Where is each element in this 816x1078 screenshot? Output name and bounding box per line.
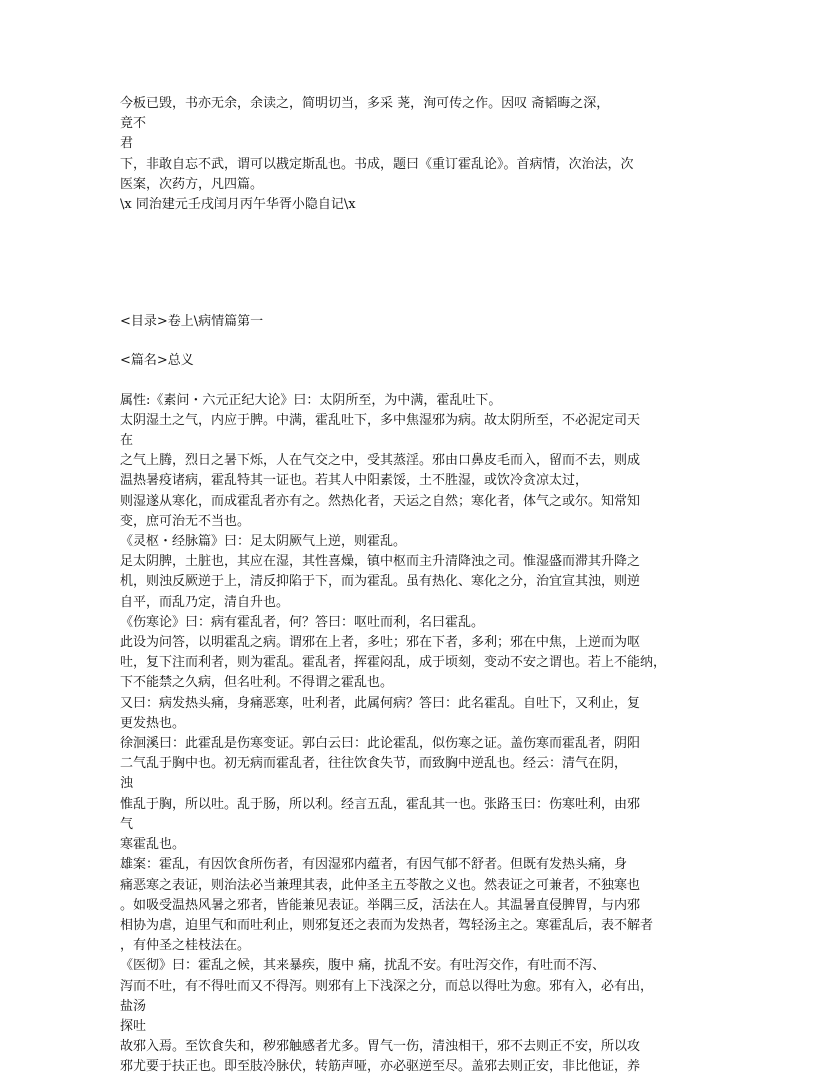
body-line: 足太阴脾，土脏也，其应在湿，其性喜燥，镇中枢而主升清降浊之司。惟湿盛而滞其升降之	[120, 554, 641, 570]
body-line: 惟乱于胸，所以吐。乱于肠，所以利。经言五乱，霍乱其一也。张路玉曰：伤寒吐利，由邪	[120, 796, 641, 812]
body-line: 寒霍乱也。	[120, 837, 186, 853]
body-line: 《灵枢・经脉篇》曰：足太阴厥气上逆，则霍乱。	[120, 534, 407, 550]
body-line: 二气乱于胸中也。初无病而霍乱者，往往饮食失节，而致胸中逆乱也。经云：清气在阴，	[120, 756, 628, 772]
body-line: 下不能禁之久病，但名吐利。不得谓之霍乱也。	[120, 675, 394, 691]
preface-line: 君	[120, 136, 134, 152]
section-heading: <篇名>总义	[120, 353, 194, 369]
body-line: 故邪入焉。至饮食失和，秽邪触感者尤多。胃气一伤，清浊相干，邪不去则正不安，所以攻	[120, 1039, 641, 1055]
body-line: 《伤寒论》曰：病有霍乱者，何？答曰：呕吐而利，名曰霍乱。	[120, 614, 485, 630]
body-line: 痛恶寒之表证，则治法必当兼理其表，此仲圣主五苓散之义也。然表证之可兼者，不独寒也	[120, 877, 641, 893]
body-line: 此设为问答，以明霍乱之病。谓邪在上者，多吐；邪在下者，多利；邪在中焦，上逆而为呕	[120, 635, 641, 651]
body-line: 邪尤要于扶正也。即至肢冷脉伏，转筋声哑，亦必驱逆至尽。盖邪去则正安，非比他证，养	[120, 1059, 641, 1075]
body-line: 。如吸受温热风暑之邪者，皆能兼见表证。举隅三反，活法在人。其温暑直侵脾胃，与内邪	[120, 897, 641, 913]
preface-signature: \x 同治建元壬戌闰月丙午华胥小隐自记\x	[120, 197, 356, 213]
body-line: ，有仲圣之桂枝法在。	[120, 938, 251, 954]
body-line: 变，庶可治无不当也。	[120, 513, 251, 529]
preface-line: 下，非敢自忘不武，谓可以戡定斯乱也。书成，题曰《重订霍乱论》。首病情，次治法，次	[120, 156, 634, 172]
body-line: 更发热也。	[120, 715, 186, 731]
body-line: 太阴湿土之气，内应于脾。中满，霍乱吐下，多中焦湿邪为病。故太阴所至，不必泥定司天	[120, 412, 641, 428]
document-page	[120, 94, 720, 1078]
body-line: 盐汤	[120, 998, 147, 1014]
body-line: 《医彻》曰：霍乱之候，其来暴疾，腹中 痛，扰乱不安。有吐泻交作，有吐而不泻、	[120, 958, 606, 974]
body-line: 温热暑疫诸病，霍乱特其一证也。若其人中阳素馁，土不胜湿，或饮冷贪凉太过，	[120, 473, 589, 489]
body-line: 雄案：霍乱，有因饮食所伤者，有因湿邪内蕴者，有因气郁不舒者。但既有发热头痛，身	[120, 857, 628, 873]
preface-block	[120, 94, 720, 215]
body-line: 自平，而乱乃定，清自升也。	[120, 594, 290, 610]
preface-line: 竟不	[120, 116, 147, 132]
body-line: 机，则浊反厥逆于上，清反抑陷于下，而为霍乱。虽有热化、寒化之分，治宜宣其浊，则逆	[120, 574, 641, 590]
body-line: 相协为虐，迫里气和而吐利止，则邪复还之表而为发热者，驾轻汤主之。寒霍乱后，表不解者	[120, 917, 654, 933]
body-line: 浊	[120, 776, 134, 792]
body-line: 属性:《素问・六元正纪大论》曰：太阴所至，为中满，霍乱吐下。	[120, 392, 502, 408]
body-line: 气	[120, 816, 134, 832]
body-line: 徐洄溪曰：此霍乱是伤寒变证。郭白云曰：此论霍乱，似伤寒之证。盖伤寒而霍乱者，阴阳	[120, 736, 641, 752]
body-line: 探吐	[120, 1018, 147, 1034]
body-line: 吐，复下注而利者，则为霍乱。霍乱者，挥霍闷乱，成于顷刻，变动不安之谓也。若上不能纳，	[120, 655, 667, 671]
toc-heading: <目录>卷上\病情篇第一	[120, 314, 264, 330]
body-line: 在	[120, 433, 134, 449]
body-line: 则湿遂从寒化，而成霍乱者亦有之。然热化者，天运之自然；寒化者，体气之或尔。知常知	[120, 493, 641, 509]
body-text	[120, 391, 720, 1078]
body-line: 之气上腾，烈日之暑下烁，人在气交之中，受其蒸淫。邪由口鼻皮毛而入，留而不去，则成	[120, 453, 641, 469]
preface-line: 今板已毁，书亦无余，余读之，简明切当，多采 荛，洵可传之作。因叹 斋韬晦之深，	[120, 96, 610, 111]
body-line: 泻而不吐，有不得吐而又不得泻。则邪有上下浅深之分，而总以得吐为愈。邪有入，必有出，	[120, 978, 654, 994]
preface-line: 医案，次药方，凡四篇。	[120, 176, 264, 192]
body-line: 又曰：病发热头痛，身痛恶寒，吐利者，此属何病？答曰：此名霍乱。自吐下，又利止，复	[120, 695, 641, 711]
